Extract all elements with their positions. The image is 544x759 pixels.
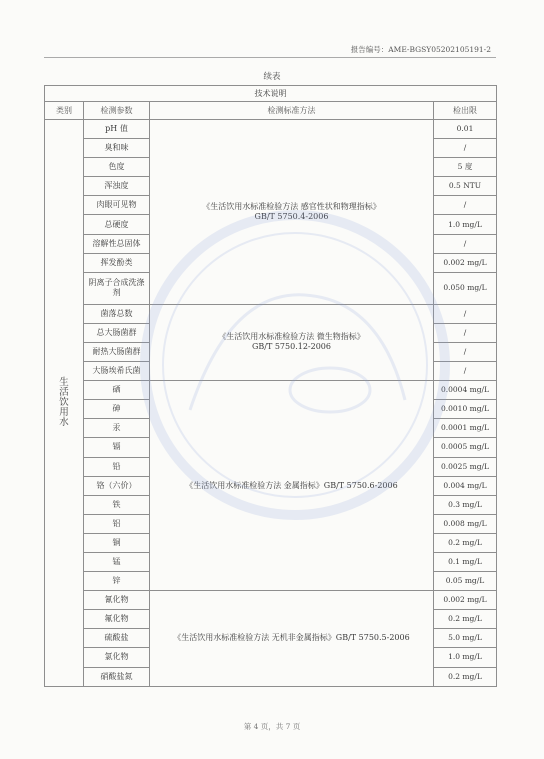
param-cell: 肉眼可见物 <box>84 196 150 215</box>
header-param: 检测参数 <box>84 102 150 120</box>
limit-cell: 0.0005 mg/L <box>434 438 497 457</box>
table-title: 技术说明 <box>45 86 497 102</box>
header-category: 类别 <box>45 102 84 120</box>
param-cell: 硫酸盐 <box>84 629 150 648</box>
limit-cell: 0.5 NTU <box>434 177 497 196</box>
method-microbiological <box>150 304 434 380</box>
limit-cell: / <box>434 342 497 361</box>
param-cell: 氰化物 <box>84 591 150 610</box>
report-number: 报告编号：AME-BGSY05202105191-2 <box>350 45 491 54</box>
param-cell: 色度 <box>84 158 150 177</box>
limit-cell: 1.0 mg/L <box>434 215 497 234</box>
category-char: 用 <box>59 406 69 418</box>
param-cell: 氟化物 <box>84 610 150 629</box>
limit-cell: / <box>434 139 497 158</box>
limit-cell: 0.3 mg/L <box>434 495 497 514</box>
limit-cell: 0.2 mg/L <box>434 667 497 686</box>
limit-cell: 5.0 mg/L <box>434 629 497 648</box>
continued-label: 续表 <box>263 72 281 82</box>
limit-cell: / <box>434 196 497 215</box>
param-cell: 溶解性总固体 <box>84 234 150 253</box>
category-cell <box>45 120 84 687</box>
category-char: 饮 <box>59 396 69 408</box>
limit-cell: 1.0 mg/L <box>434 648 497 667</box>
technical-spec-table <box>44 85 497 687</box>
param-cell: 铬（六价） <box>84 476 150 495</box>
param-cell: 总大肠菌群 <box>84 323 150 342</box>
param-cell: 挥发酚类 <box>84 253 150 272</box>
limit-cell: 0.0025 mg/L <box>434 457 497 476</box>
limit-cell: / <box>434 362 497 381</box>
method-organoleptic <box>150 120 434 305</box>
category-char: 生 <box>59 376 69 388</box>
limit-cell: / <box>434 304 497 323</box>
limit-cell: 0.008 mg/L <box>434 514 497 533</box>
param-cell: 浑浊度 <box>84 177 150 196</box>
limit-cell: 0.0010 mg/L <box>434 400 497 419</box>
limit-cell: 5 度 <box>434 158 497 177</box>
category-char: 水 <box>59 416 69 428</box>
limit-cell: 0.05 mg/L <box>434 572 497 591</box>
param-cell: 铝 <box>84 514 150 533</box>
param-cell: pH 值 <box>84 120 150 139</box>
page-footer: 第 4 页，共 7 页 <box>243 722 301 731</box>
param-cell: 阴离子合成洗涤剂 <box>84 272 150 304</box>
limit-cell: 0.0004 mg/L <box>434 381 497 400</box>
limit-cell: 0.002 mg/L <box>434 253 497 272</box>
limit-cell: 0.0001 mg/L <box>434 419 497 438</box>
method-code: GB/T 5750.12-2006 <box>252 342 331 352</box>
method-title: 《生活饮用水标准检验方法 感官性状和物理指标》 <box>202 201 381 211</box>
param-cell: 铅 <box>84 457 150 476</box>
header-divider <box>44 57 496 58</box>
limit-cell: 0.2 mg/L <box>434 610 497 629</box>
param-cell: 铁 <box>84 495 150 514</box>
method-title: 《生活饮用水标准检验方法 无机非金属指标》GB/T 5750.5-2006 <box>173 633 410 643</box>
param-cell: 臭和味 <box>84 139 150 158</box>
limit-cell: / <box>434 234 497 253</box>
limit-cell: 0.004 mg/L <box>434 476 497 495</box>
method-code: GB/T 5750.4-2006 <box>254 211 329 221</box>
param-cell: 硒 <box>84 381 150 400</box>
param-cell: 铜 <box>84 533 150 552</box>
limit-cell: 0.002 mg/L <box>434 591 497 610</box>
method-metal <box>150 381 434 591</box>
param-cell: 砷 <box>84 400 150 419</box>
limit-cell: 0.2 mg/L <box>434 533 497 552</box>
param-cell: 锰 <box>84 552 150 571</box>
header-method: 检测标准方法 <box>150 102 434 120</box>
param-cell: 耐热大肠菌群 <box>84 342 150 361</box>
header-limit: 检出限 <box>434 102 497 120</box>
limit-cell: 0.1 mg/L <box>434 552 497 571</box>
limit-cell: / <box>434 323 497 342</box>
param-cell: 锌 <box>84 572 150 591</box>
category-char: 活 <box>59 386 69 398</box>
param-cell: 镉 <box>84 438 150 457</box>
param-cell: 大肠埃希氏菌 <box>84 362 150 381</box>
limit-cell: 0.050 mg/L <box>434 272 497 304</box>
param-cell: 菌落总数 <box>84 304 150 323</box>
method-title: 《生活饮用水标准检验方法 金属指标》GB/T 5750.6-2006 <box>185 480 398 490</box>
param-cell: 氯化物 <box>84 648 150 667</box>
limit-cell: 0.01 <box>434 120 497 139</box>
method-nonmetal <box>150 591 434 686</box>
param-cell: 总硬度 <box>84 215 150 234</box>
param-cell: 硝酸盐氮 <box>84 667 150 686</box>
method-title: 《生活饮用水标准检验方法 微生物指标》 <box>218 332 365 342</box>
param-cell: 汞 <box>84 419 150 438</box>
